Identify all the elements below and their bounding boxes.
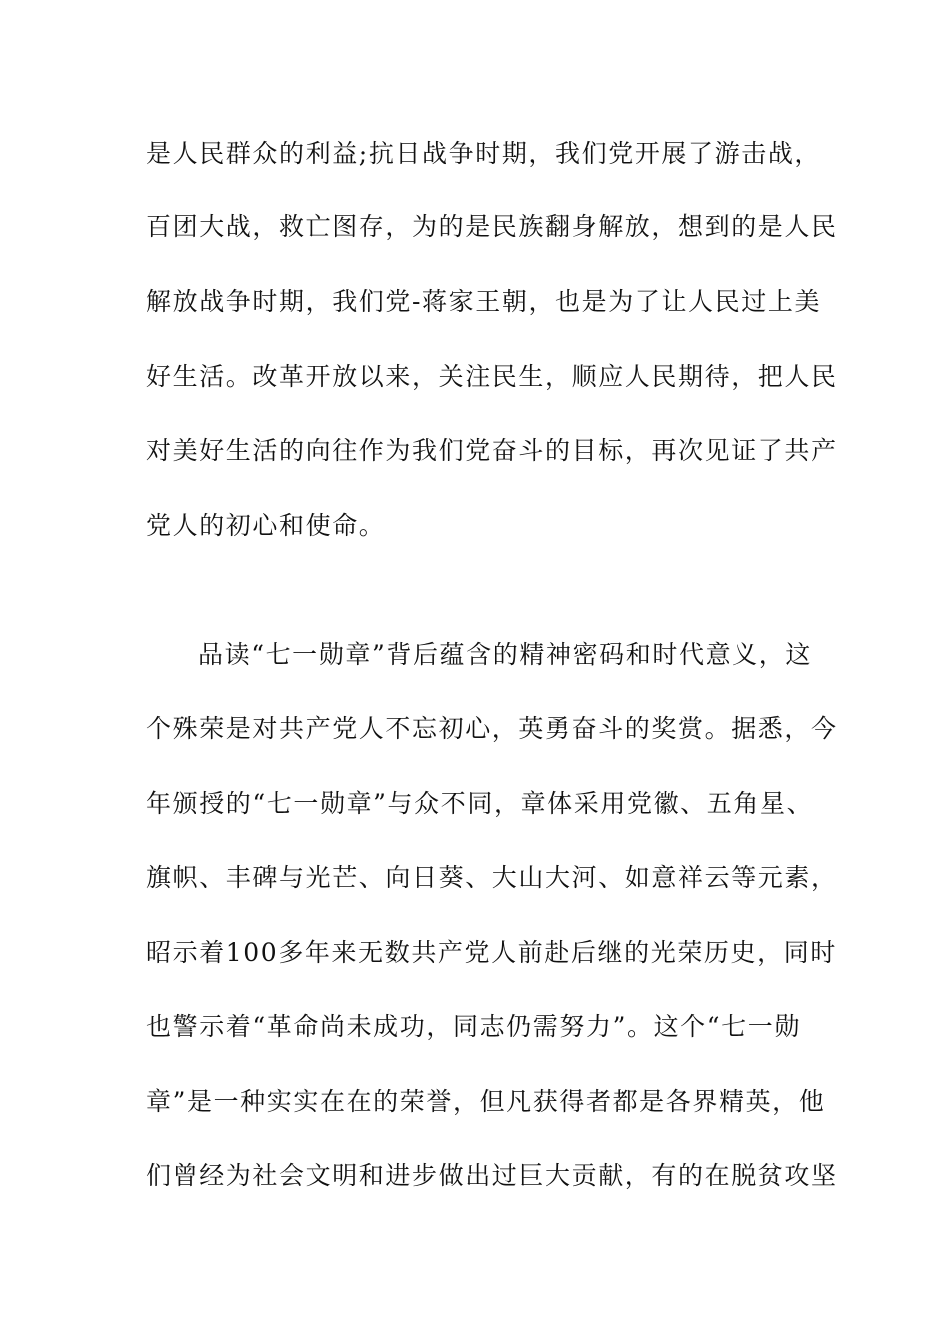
text-line: 章”是一种实实在在的荣誉，但凡获得者都是各界精英，他 xyxy=(146,1087,826,1116)
text-line: 党人的初心和使命。 xyxy=(146,511,386,540)
text-line: 们曾经为社会文明和进步做出过巨大贡献，有的在脱贫攻坚 xyxy=(146,1161,838,1190)
text-line: 解放战争时期，我们党-蒋家王朝，也是为了让人民过上美 xyxy=(146,287,822,316)
text-line: 是人民群众的利益;抗日战争时期，我们党开展了游击战， xyxy=(146,139,822,168)
text-line: 品读“七一勋章”背后蕴含的精神密码和时代意义，这 xyxy=(198,640,812,669)
text-line: 百团大战，救亡图存，为的是民族翻身解放，想到的是人民 xyxy=(146,212,838,241)
text-line: 昭示着100多年来无数共产党人前赴后继的光荣历史，同时 xyxy=(146,938,837,967)
text-line: 也警示着“革命尚未成功，同志仍需努力”。这个“七一勋 xyxy=(146,1012,801,1041)
text-line: 对美好生活的向往作为我们党奋斗的目标，再次见证了共产 xyxy=(146,436,838,465)
text-line: 年颁授的“七一勋章”与众不同，章体采用党徽、五角星、 xyxy=(146,789,814,818)
text-line: 好生活。改革开放以来，关注民生，顺应人民期待，把人民 xyxy=(146,362,838,391)
text-line: 旗帜、丰碑与光芒、向日葵、大山大河、如意祥云等元素， xyxy=(146,863,838,892)
text-line: 个殊荣是对共产党人不忘初心，英勇奋斗的奖赏。据悉，今 xyxy=(146,714,838,743)
